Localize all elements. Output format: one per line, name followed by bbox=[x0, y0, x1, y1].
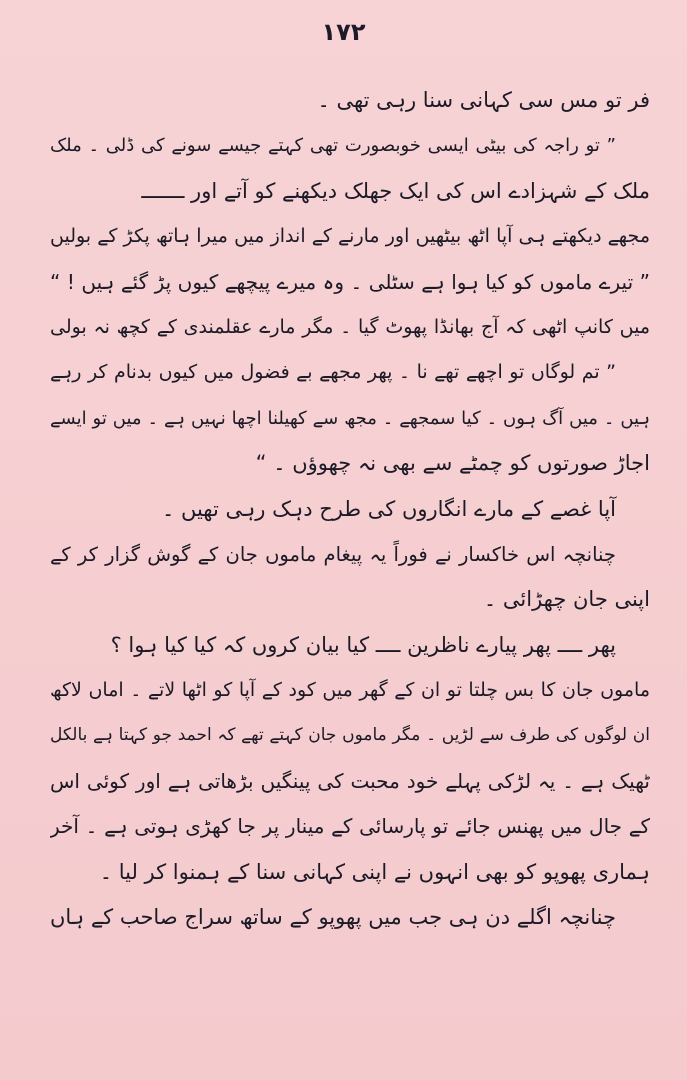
text-line: اپنی جان چھڑائی ۔ bbox=[483, 587, 650, 612]
text-line: ٹھیک ہے ۔ یہ لڑکی پہلے خود محبت کی پینگیں بڑھاتی ہے اور کوئی اس bbox=[50, 768, 650, 793]
page-number: ۱۷۲ bbox=[321, 18, 366, 46]
text-line: ملک کے شہزادے اس کی ایک جھلک دیکھنے کو آتے اور ـــــــ bbox=[141, 178, 650, 203]
text-line: چنانچہ اس خاکسار نے فوراً یہ پیغام ماموں جان کے گوش گزار کر کے bbox=[50, 542, 616, 566]
body-text bbox=[50, 78, 650, 940]
text-line: چنانچہ اگلے دن ہی جب میں پھوپو کے ساتھ سراج صاحب کے ہاں bbox=[50, 905, 616, 930]
text-line: ” تیرے ماموں کو کیا ہوا ہے سٹلی ۔ وہ میرے پیچھے کیوں پڑ گئے ہیں ! “ bbox=[50, 269, 650, 294]
text-line: میں کانپ اٹھی کہ آج بھانڈا پھوٹ گیا ۔ مگر مارے عقلمندی کے کچھ نہ بولی bbox=[50, 315, 650, 338]
text-line: ماموں جان کا بس چلتا تو ان کے گھر میں کود کے آپا کو اٹھا لاتے ۔ اماں لاکھ bbox=[50, 679, 650, 702]
text-line: مجھے دیکھتے ہی آپا اٹھ بیٹھیں اور مارنے کے انداز میں میرا ہاتھ پکڑ کے بولیں bbox=[50, 225, 650, 248]
text-line: ” تو راجہ کی بیٹی ایسی خوبصورت تھی کہتے جیسے سونے کی ڈلی ۔ ملک bbox=[50, 135, 616, 157]
text-line: ” تم لوگاں تو اچھے تھے نا ۔ پھر مجھے بے فضول میں کیوں بدنام کر رہے bbox=[50, 361, 616, 384]
text-line: ہماری پھوپو کو بھی انہوں نے اپنی کہانی سنا کے ہمنوا کر لیا ۔ bbox=[99, 859, 650, 884]
text-line: ان لوگوں کی طرف سے لڑیں ۔ مگر ماموں جان کہتے تھے کہ احمد جو کہتا ہے بالکل bbox=[50, 725, 650, 746]
text-line: پھر ــــ پھر پیارے ناظرین ــــ کیا بیان کروں کہ کیا کیا ہوا ؟ bbox=[110, 632, 616, 657]
text-line: کے جال میں پھنس جائے تو پارسائی کے مینار پر جا کھڑی ہوتی ہے ۔ آخر bbox=[50, 814, 650, 839]
text-line: اجاڑ صورتوں کو چمٹے سے بھی نہ چھوؤں ۔ “ bbox=[255, 451, 650, 476]
text-line: آپا غصے کے مارے انگاروں کی طرح دہک رہی تھیں ۔ bbox=[161, 496, 616, 521]
text-line: ہیں ۔ میں آگ ہوں ۔ کیا سمجھے ۔ مجھ سے کھیلنا اچھا نہیں ہے ۔ میں تو ایسے bbox=[50, 407, 650, 429]
text-line: فر تو مس سی کہانی سنا رہی تھی ۔ bbox=[317, 88, 650, 112]
